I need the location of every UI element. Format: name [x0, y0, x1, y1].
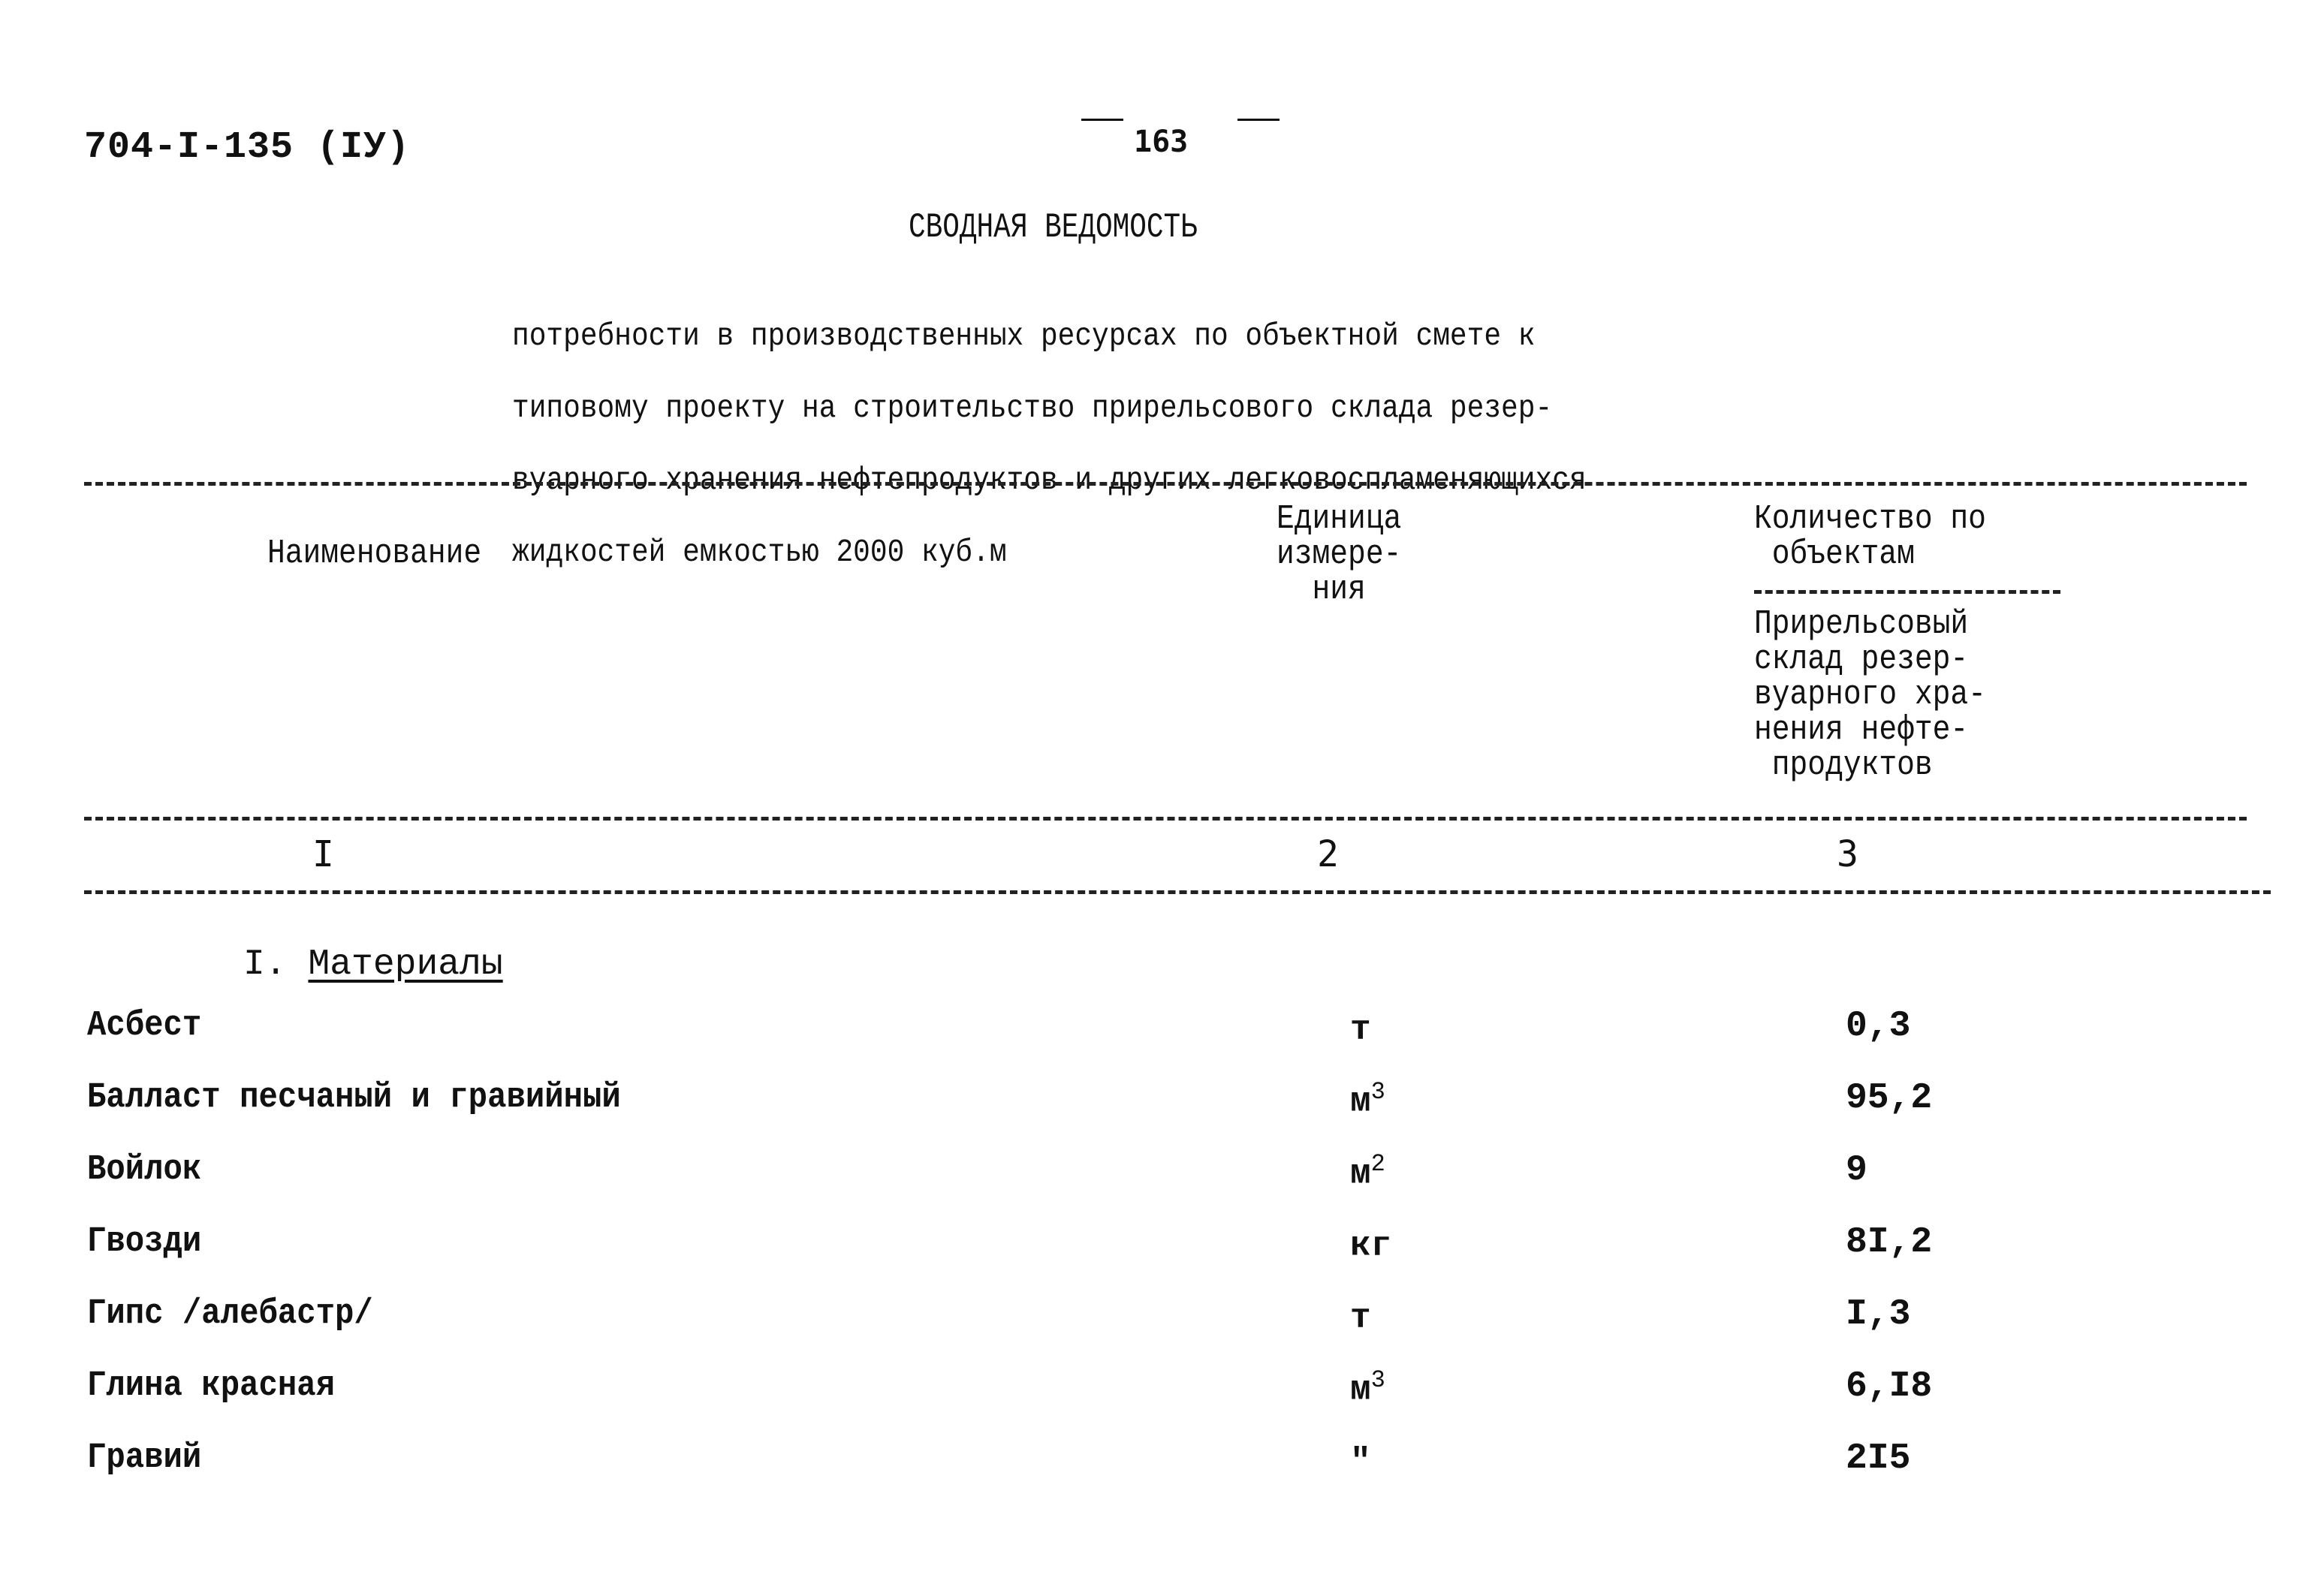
row-quantity: 8I,2	[1846, 1222, 1933, 1263]
subtitle-line: потребности в производственных ресурсах по объектной смете к	[512, 318, 1536, 354]
row-unit-text: м	[1350, 1082, 1371, 1122]
row-unit-text: м	[1350, 1370, 1371, 1410]
row-unit	[1350, 1150, 1385, 1193]
document-title: СВОДНАЯ ВЕДОМОСТЬ	[909, 208, 1198, 247]
table-top-rule	[84, 482, 2247, 486]
table-row	[0, 1438, 2306, 1510]
page-number-dash-left	[1081, 119, 1123, 121]
row-name: Гипс /алебастр/	[87, 1294, 373, 1334]
materials-table-body	[0, 1006, 2306, 1510]
section-heading	[243, 944, 503, 985]
row-unit-text: м	[1350, 1154, 1371, 1194]
document-code: 704-I-135 (IУ)	[84, 126, 411, 169]
section-title: Материалы	[308, 944, 503, 985]
column-numbers-bottom-rule	[84, 890, 2271, 894]
table-row	[0, 1078, 2306, 1150]
row-unit-exponent: 3	[1370, 1078, 1385, 1106]
table-row	[0, 1150, 2306, 1222]
table-row	[0, 1294, 2306, 1366]
column-numbers-top-rule	[84, 817, 2247, 821]
table-row	[0, 1366, 2306, 1438]
subtitle-line: типовому проекту на строительство прирельсового склада резер-	[512, 390, 1553, 426]
column-header-quantity: Количество по объектам	[1754, 500, 1986, 574]
row-quantity: 2I5	[1846, 1438, 1911, 1479]
subtitle-line: жидкостей емкостью 2000 куб.м	[512, 534, 1007, 571]
row-quantity: 6,I8	[1846, 1366, 1933, 1407]
row-unit	[1350, 1366, 1385, 1409]
table-row	[0, 1006, 2306, 1078]
row-name: Гравий	[87, 1438, 202, 1478]
row-unit-exponent: 2	[1370, 1150, 1385, 1178]
column-header-unit: Единица измере- ния	[1277, 500, 1402, 609]
page-number-dash-right	[1237, 119, 1280, 121]
document-subtitle	[512, 282, 1587, 607]
row-name: Асбест	[87, 1006, 202, 1046]
row-unit	[1350, 1222, 1391, 1265]
column-number-2: 2	[1317, 833, 1339, 875]
row-quantity: 0,3	[1846, 1006, 1911, 1046]
row-unit-text: кг	[1350, 1226, 1392, 1266]
column-number-3: 3	[1837, 833, 1858, 875]
row-unit	[1350, 1438, 1371, 1481]
row-quantity: 95,2	[1846, 1078, 1933, 1119]
row-unit	[1350, 1078, 1385, 1121]
page-number: 163	[1134, 125, 1189, 159]
row-quantity: 9	[1846, 1150, 1867, 1191]
row-unit-text: т	[1350, 1298, 1371, 1338]
row-unit-exponent: 3	[1370, 1366, 1385, 1394]
column-number-1: I	[312, 833, 334, 875]
subtitle-line: вуарного хранения нефтепродуктов и других легковоспламеняющихся	[512, 462, 1587, 498]
row-unit	[1350, 1006, 1371, 1049]
table-row	[0, 1222, 2306, 1294]
row-name: Глина красная	[87, 1366, 336, 1406]
row-name: Войлок	[87, 1150, 202, 1190]
row-unit-text: т	[1350, 1010, 1371, 1049]
column-header-name: Наименование	[267, 535, 482, 573]
row-unit	[1350, 1294, 1371, 1337]
row-name: Балласт песчаный и гравийный	[87, 1078, 621, 1118]
row-name: Гвозди	[87, 1222, 202, 1262]
column-header-subrule	[1754, 590, 2060, 594]
column-header-object: Прирельсовый склад резер- вуарного хра- нения нефте- продуктов	[1754, 605, 1986, 784]
row-quantity: I,3	[1846, 1294, 1911, 1335]
row-unit-text: "	[1350, 1442, 1371, 1482]
section-number: I.	[243, 944, 287, 985]
